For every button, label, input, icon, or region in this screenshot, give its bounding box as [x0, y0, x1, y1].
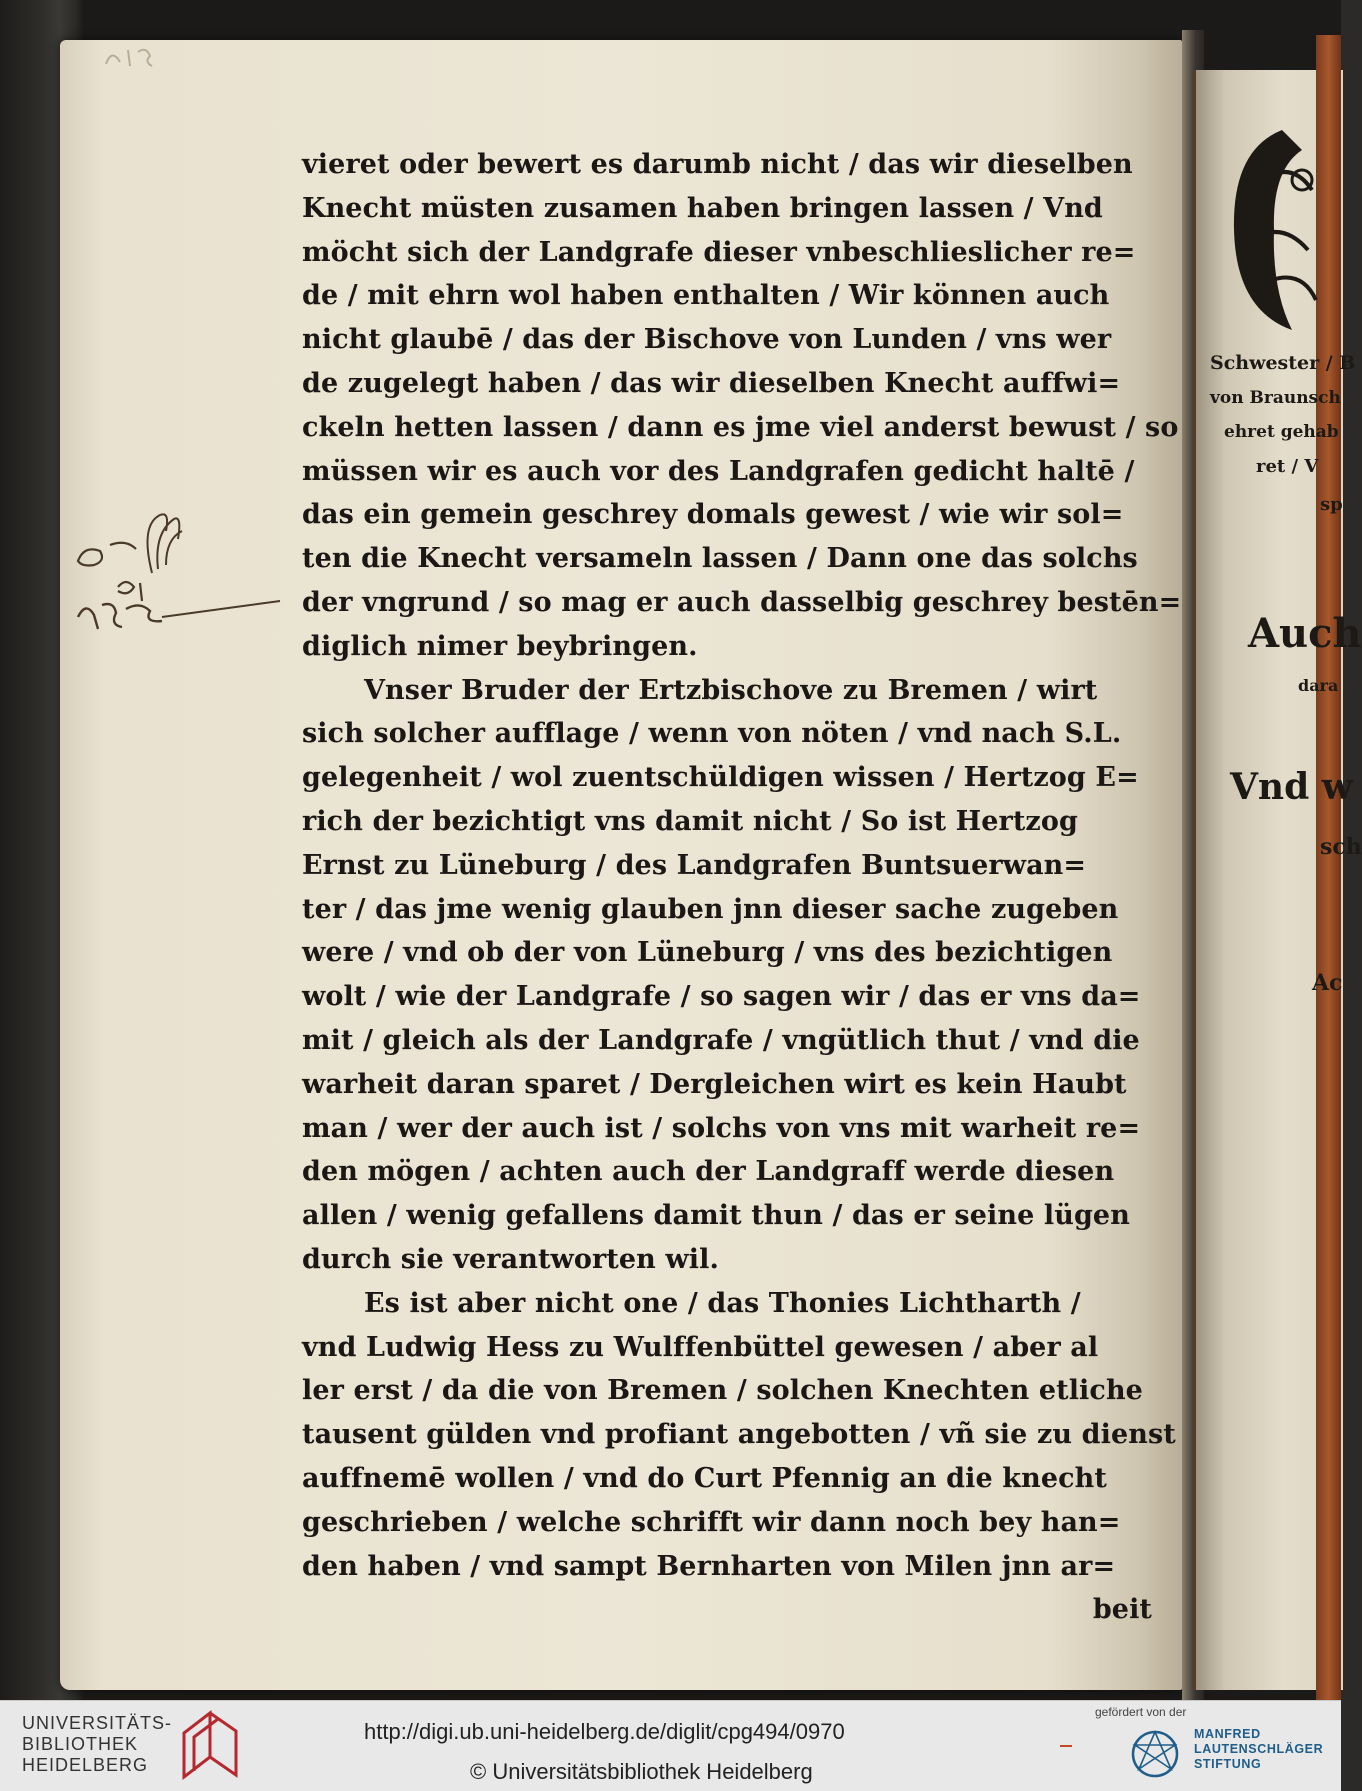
viewer-footer [0, 1700, 1341, 1791]
text-line: vieret oder bewert es darumb nicht / das wir dieselben [302, 149, 1133, 180]
text-line: das ein gemein geschrey domals gewest / wie wir sol= [302, 499, 1124, 531]
text-line: den haben / vnd sampt Bernharten von Milen jnn ar= [302, 1550, 1116, 1582]
text-line: were / vnd ob der von Lüneburg / vns des bezichtigen [302, 937, 1113, 969]
text-line: man / wer der auch ist / solchs von vns mit warheit re= [302, 1112, 1141, 1144]
library-logo-icon [180, 1709, 242, 1781]
facing-text-line: Ac [1312, 970, 1343, 996]
foundation-name: MANFRED LAUTENSCHLÄGER STIFTUNG [1194, 1727, 1324, 1771]
page-url-link[interactable]: http://digi.ub.uni-heidelberg.de/diglit/cpg494/0970 [364, 1719, 845, 1744]
facing-text-line: ret / V [1256, 456, 1319, 477]
text-line: Knecht müsten zusamen haben bringen lassen / Vnd [302, 192, 1103, 224]
text-line: warheit daran sparet / Dergleichen wirt es kein Haubt [302, 1068, 1127, 1100]
foundation-logo-icon [1126, 1725, 1184, 1783]
faint-page-number-mark [100, 42, 170, 70]
facing-text-line: sch [1320, 834, 1362, 860]
facing-page-text [1210, 90, 1362, 1090]
text-line: geschrieben / welche schrifft wir dann noch bey han= [302, 1506, 1121, 1538]
text-line: gelegenheit / wol zuentschüldigen wissen / Hertzog E= [302, 762, 1139, 794]
catchword-line: beit [1092, 1594, 1152, 1626]
facing-text-line: von Braunsch [1210, 388, 1341, 408]
text-line: mit / gleich als der Landgrafe / vngütlich thut / vnd die [302, 1024, 1140, 1056]
facing-text-line: Schwester / B [1210, 352, 1356, 374]
text-line: rich der bezichtigt vns damit nicht / So ist Hertzog [302, 805, 1078, 837]
text-line: de / mit ehrn wol haben enthalten / Wir können auch [302, 280, 1110, 312]
text-line: ckeln hetten lassen / dann es jme viel anderst bewust / so [302, 411, 1179, 443]
text-line: nicht glaubē / das der Bischove von Lunden / vns wer [302, 324, 1112, 356]
main-text-block [302, 143, 1182, 1632]
text-line: allen / wenig gefallens damit thun / das er seine lügen [302, 1200, 1130, 1232]
text-line: ter / das jme wenig glauben jnn dieser sache zugeben [302, 893, 1119, 925]
paragraph-start-line: Es ist aber nicht one / das Thonies Lichtharth / [364, 1287, 1081, 1319]
funded-by-label: gefördert von der [1095, 1705, 1187, 1719]
facing-text-line: Auch [1248, 610, 1362, 657]
facing-text-line: ehret gehab [1224, 422, 1339, 442]
text-line: auffnemē wollen / vnd do Curt Pfennig an die knecht [302, 1462, 1107, 1494]
text-line: wolt / wie der Landgrafe / so sagen wir / das er vns da= [302, 981, 1141, 1013]
facing-text-line: dara [1298, 676, 1339, 695]
text-line: ten die Knecht versameln lassen / Dann one das solchs [302, 543, 1138, 575]
divider-dash [1060, 1745, 1072, 1747]
text-line: müssen wir es auch vor des Landgrafen gedicht haltē / [302, 455, 1135, 487]
text-line: sich solcher aufflage / wenn von nöten / vnd nach S.L. [302, 718, 1122, 750]
text-line: den mögen / achten auch der Landgraff werde diesen [302, 1156, 1115, 1188]
text-line: diglich nimer beybringen. [302, 630, 698, 662]
text-line: möcht sich der Landgrafe dieser vnbeschlieslicher re= [302, 236, 1136, 268]
text-line: de zugelegt haben / das wir dieselben Knecht auffwi= [302, 367, 1121, 399]
decorated-initial [1212, 120, 1332, 350]
text-line: der vngrund / so mag er auch dasselbig geschrey bestēn= [302, 586, 1182, 618]
copyright-notice: © Universitätsbibliothek Heidelberg [470, 1759, 813, 1784]
text-line: vnd Ludwig Hess zu Wulffenbüttel gewesen / aber al [302, 1331, 1099, 1363]
facing-text-line: Vnd w [1230, 766, 1353, 808]
facing-text-line: sp [1320, 494, 1343, 515]
paragraph-start-line: Vnser Bruder der Ertzbischove zu Bremen / wirt [364, 674, 1098, 706]
text-line: ler erst / da die von Bremen / solchen Knechten etliche [302, 1375, 1143, 1407]
text-line: tausent gülden vnd profiant angebotten / vñ sie zu dienst [302, 1419, 1176, 1451]
text-line: Ernst zu Lüneburg / des Landgrafen Buntsuerwan= [302, 849, 1087, 881]
marginal-annotation-drawing [70, 505, 280, 745]
library-name: UNIVERSITÄTS- BIBLIOTHEK HEIDELBERG [22, 1713, 173, 1775]
text-line: durch sie verantworten wil. [302, 1243, 719, 1275]
